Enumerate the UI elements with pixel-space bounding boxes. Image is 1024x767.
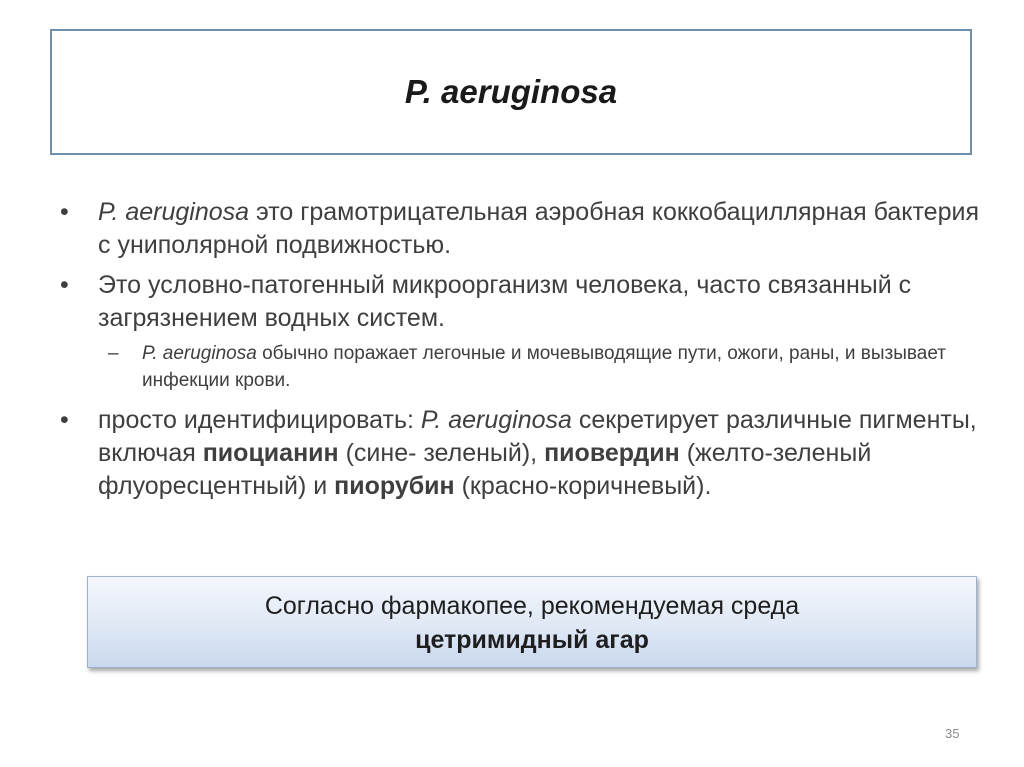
- species-name: P. aeruginosa: [142, 343, 257, 364]
- bullet-item: [60, 196, 980, 262]
- sub-bullet-item: [60, 340, 980, 394]
- bullet-text-part: (желто-зеленый флуоресцентный) и: [98, 439, 872, 500]
- bullet-text-part: (сине- зеленый),: [338, 439, 545, 467]
- bullet-text-part: секретирует различные пигменты, включая: [98, 406, 977, 467]
- callout-line-2: [88, 623, 976, 657]
- bullet-text: Это условно-патогенный микроорганизм человека, часто связанный с загрязнением водных систем.: [98, 271, 912, 332]
- species-name: P. aeruginosa: [98, 198, 250, 226]
- pigment-pyoverdin: пиовердин: [544, 439, 680, 467]
- bullet-item: [60, 404, 980, 503]
- title-box: [50, 29, 972, 155]
- bullet-item: [60, 269, 980, 335]
- page-number: 35: [945, 726, 960, 741]
- callout-medium: цетримидный агар: [415, 626, 649, 654]
- pigment-pyocyanin: пиоцианин: [202, 439, 339, 467]
- pigment-pyorubin: пиорубин: [334, 472, 455, 500]
- bullet-symbol: •: [60, 198, 69, 226]
- sub-bullet-symbol: –: [108, 343, 119, 364]
- sub-bullet-text: обычно поражает легочные и мочевыводящие пути, ожоги, раны, и вызывает инфекции крови.: [142, 343, 946, 391]
- bullet-text-part: (красно-коричневый).: [454, 472, 712, 500]
- callout-line-1: Согласно фармакопее, рекомендуемая среда: [264, 592, 800, 620]
- bullet-symbol: •: [60, 406, 69, 434]
- bullet-text: это грамотрицательная аэробная коккобациллярная бактерия с униполярной подвижностью.: [98, 198, 979, 259]
- slide-content: [60, 196, 980, 510]
- species-name: P. aeruginosa: [420, 406, 572, 434]
- slide-title: P. aeruginosa: [404, 73, 618, 110]
- bullet-text-part: просто идентифицировать:: [98, 406, 421, 434]
- bullet-symbol: •: [60, 271, 69, 299]
- callout-box: [87, 576, 977, 668]
